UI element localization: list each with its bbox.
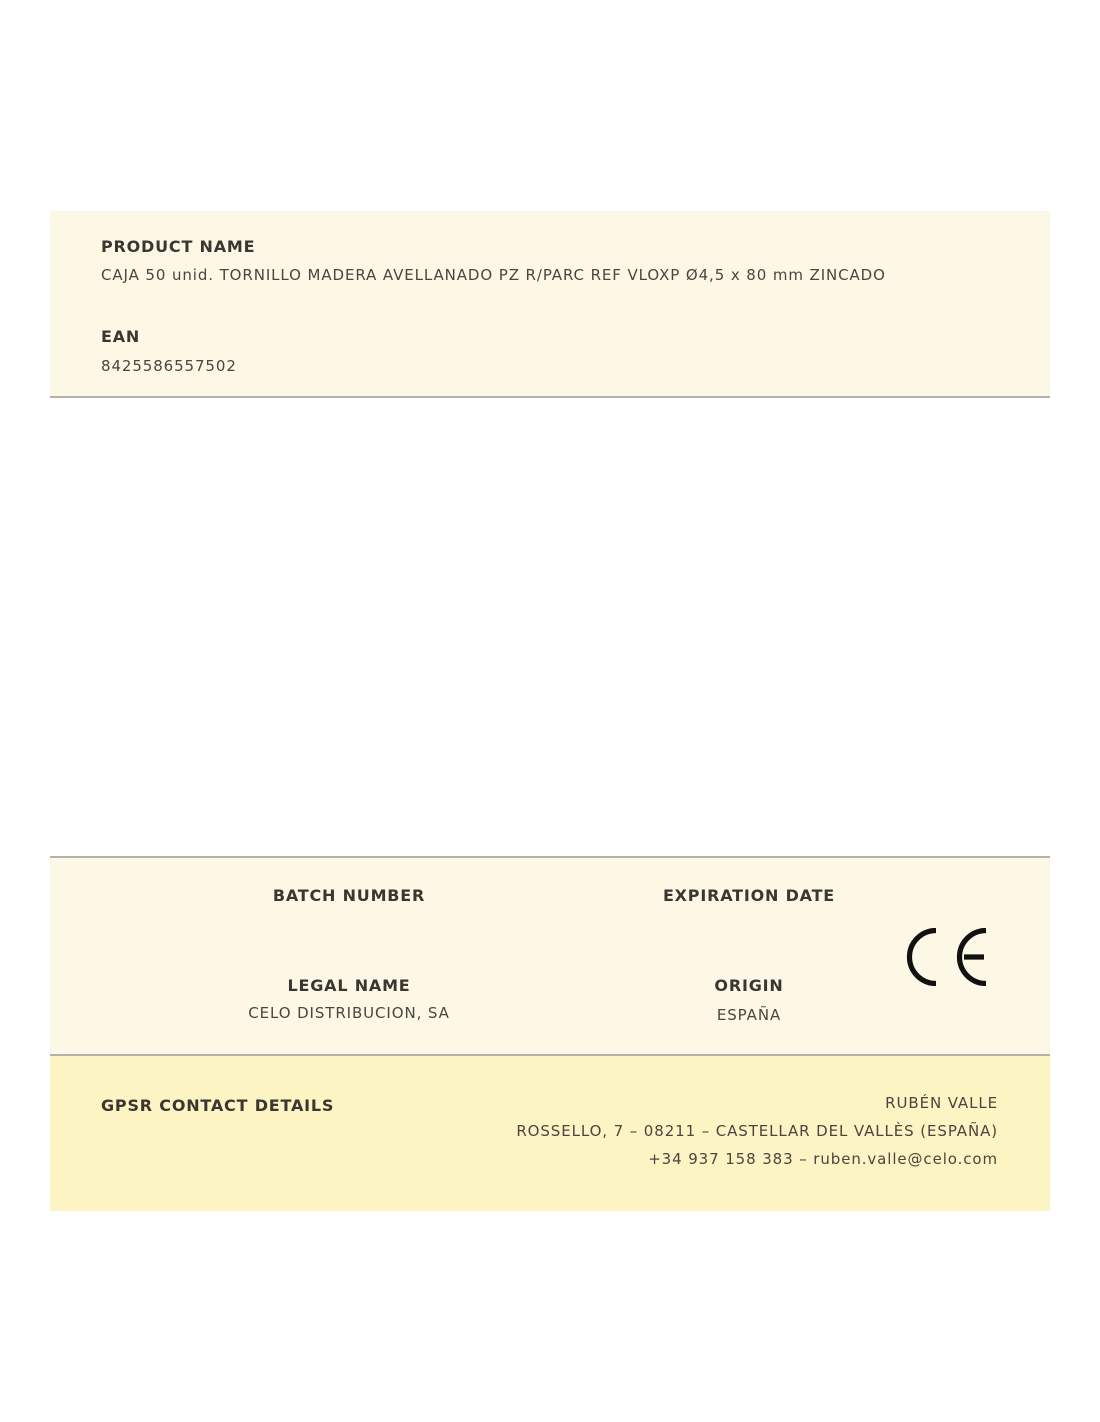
product-info-panel (50, 211, 1050, 398)
batch-details-panel (50, 856, 1050, 1056)
contact-address: ROSSELLO, 7 – 08211 – CASTELLAR DEL VALLÈS (ESPAÑA) (516, 1122, 998, 1140)
legal-name-value: CELO DISTRIBUCION, SA (248, 1004, 450, 1022)
product-name-value: CAJA 50 unid. TORNILLO MADERA AVELLANADO PZ R/PARC REF VLOXP Ø4,5 x 80 mm ZINCADO (101, 266, 886, 284)
origin-value: ESPAÑA (716, 1006, 782, 1024)
origin-label: ORIGIN (714, 976, 784, 995)
ce-mark-icon (906, 928, 990, 986)
contact-name: RUBÉN VALLE (885, 1094, 998, 1112)
contact-phone-email: +34 937 158 383 – ruben.valle@celo.com (648, 1150, 998, 1168)
legal-name-label: LEGAL NAME (287, 976, 411, 995)
contact-lines (516, 1094, 998, 1178)
ean-label: EAN (101, 327, 141, 346)
expiration-date-label: EXPIRATION DATE (662, 886, 836, 905)
product-name-label: PRODUCT NAME (101, 237, 256, 256)
batch-number-label: BATCH NUMBER (272, 886, 426, 905)
gpsr-contact-label: GPSR CONTACT DETAILS (101, 1096, 335, 1115)
ean-value: 8425586557502 (101, 357, 237, 375)
gpsr-contact-panel (50, 1056, 1050, 1211)
